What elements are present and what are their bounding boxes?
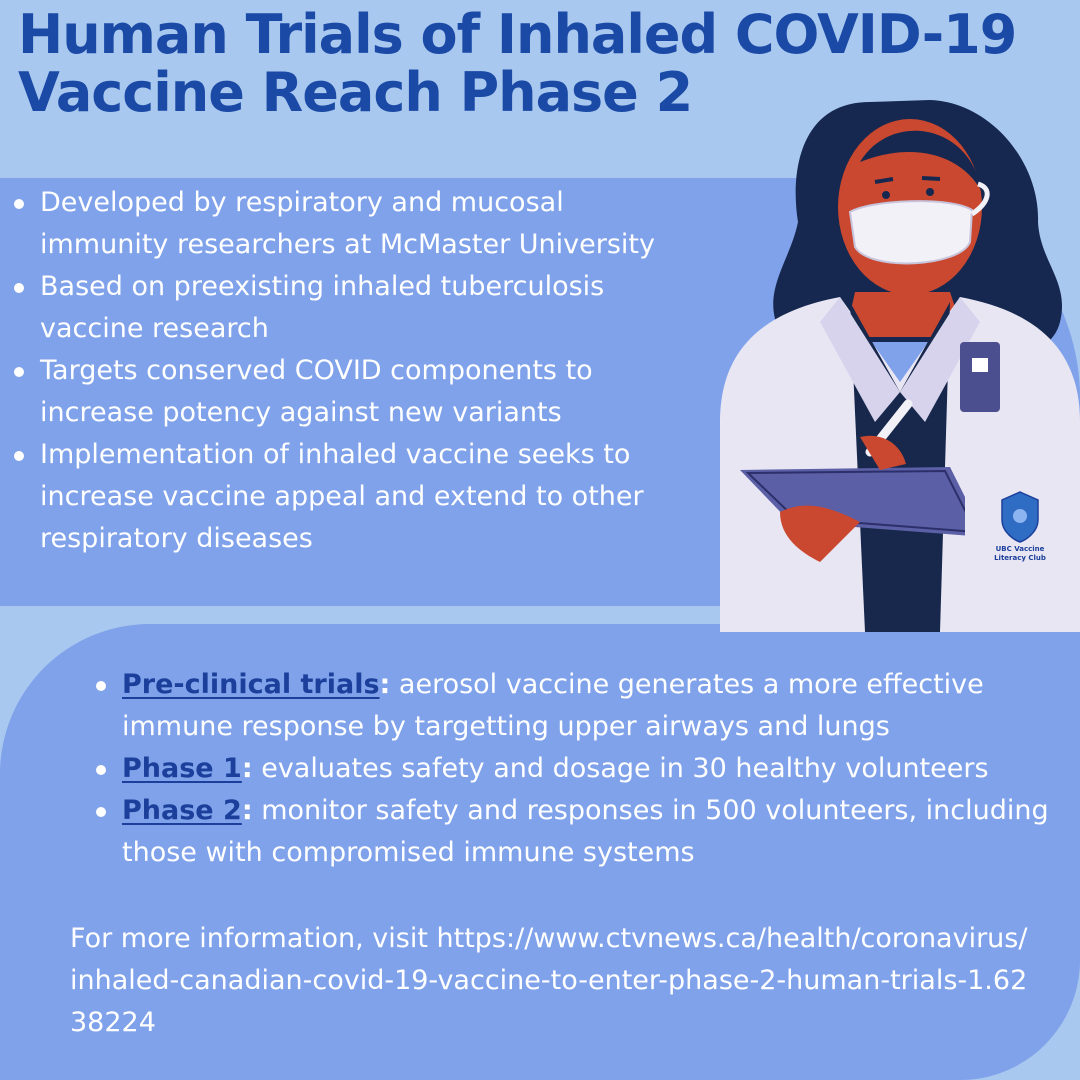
eyebrow-right	[922, 178, 940, 179]
key-fact-item: Implementation of inhaled vaccine seeks to increase vaccine appeal and extend to other respiratory diseases	[40, 434, 700, 560]
phase-item: Phase 1: evaluates safety and dosage in 30 healthy volunteers	[122, 748, 1080, 790]
trial-phases-list	[122, 664, 1080, 874]
page-title: Human Trials of Inhaled COVID-19 Vaccine Reach Phase 2	[18, 3, 1017, 124]
phase-term: Phase 2	[122, 795, 242, 826]
phase-term: Pre-clinical trials	[122, 669, 380, 700]
phase-description: aerosol vaccine generates a more effective immune response by targetting upper airways and lungs	[122, 669, 984, 742]
phase-term: Phase 1	[122, 753, 242, 784]
id-badge-icon	[960, 342, 1000, 412]
key-fact-item: Targets conserved COVID components to increase potency against new variants	[40, 350, 700, 434]
virus-icon	[1013, 509, 1027, 523]
phase-item: Phase 2: monitor safety and responses in 500 volunteers, including those with compromised immune systems	[122, 790, 1080, 874]
face-mask-icon	[850, 201, 972, 263]
key-fact-item: Based on preexisting inhaled tuberculosis vaccine research	[40, 266, 700, 350]
more-info-text: For more information, visit https://www.ctvnews.ca/health/coronavirus/inhaled-canadian-covid-19-vaccine-to-enter-phase-2-human-trials-1.6238224	[70, 923, 1028, 1038]
phase-description: evaluates safety and dosage in 30 healthy volunteers	[252, 753, 989, 784]
eye-left	[882, 191, 890, 199]
id-badge-photo	[972, 358, 988, 372]
key-fact-item: Developed by respiratory and mucosal immunity researchers at McMaster University	[40, 182, 700, 266]
badge-label-line1: UBC Vaccine	[995, 545, 1045, 553]
eye-right	[926, 188, 934, 196]
key-facts-list	[40, 182, 700, 560]
phase-description: monitor safety and responses in 500 volunteers, including those with compromised immune systems	[122, 795, 1049, 868]
badge-label-line2: Literacy Club	[994, 554, 1046, 562]
doctor-illustration	[720, 92, 1080, 632]
phase-item: Pre-clinical trials: aerosol vaccine generates a more effective immune response by targetting upper airways and lungs	[122, 664, 1080, 748]
